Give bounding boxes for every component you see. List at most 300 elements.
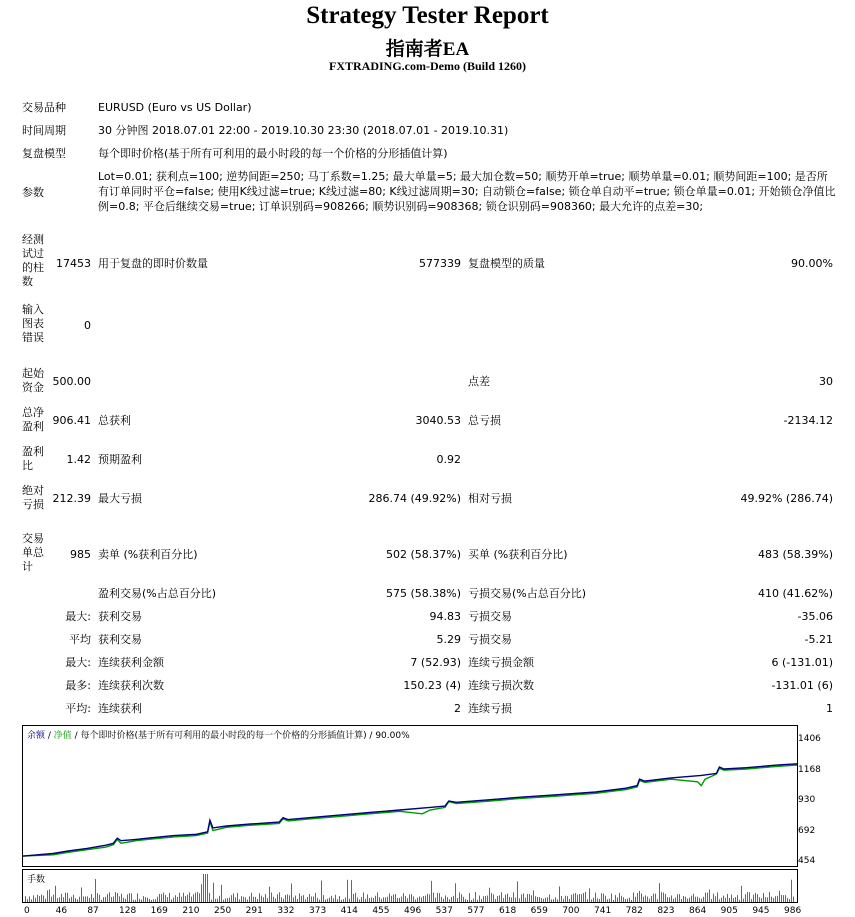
volume-bar: [585, 892, 586, 902]
gross-profit-label: 总获利: [98, 414, 131, 427]
volume-bar: [197, 892, 198, 902]
volume-bar: [327, 899, 328, 902]
period-value: 30 分钟图 2018.07.01 22:00 - 2019.10.30 23:30 (2018.07.01 - 2019.10.31): [98, 124, 509, 137]
volume-bar: [525, 898, 526, 902]
avg-cons-losses-value: 1: [826, 702, 833, 715]
volume-bar: [245, 897, 246, 902]
volume-bar: [87, 896, 88, 902]
legend-rest: / 每个即时价格(基于所有可利用的最小时段的每一个价格的分形插值计算) / 90.00%: [71, 731, 410, 741]
volume-bar: [343, 899, 344, 902]
volume-bar: [481, 899, 482, 902]
volume-bar: [179, 893, 180, 902]
volume-bar: [641, 893, 642, 902]
volume-bar: [37, 895, 38, 902]
volume-bar: [529, 894, 530, 902]
symbol-label: 交易品种: [22, 101, 66, 114]
model-value: 每个即时价格(基于所有可利用的最小时段的每一个价格的分形插值计算): [98, 147, 448, 160]
volume-bar: [717, 892, 718, 902]
params-value: Lot=0.01; 获利点=100; 逆势间距=250; 马丁系数=1.25; 最大单量=5; 最大加仓数=50; 顺势开单=true; 顺势单量=0.01; 顺势间距=100; 是否所有订单同时平仓=false; 使用K线过滤=true; K线过滤=80; K线过滤周期=30; 自动锁仓=false; 锁仓单自动平=true; 锁仓单量=0.01; 开始锁仓净值比例=0.8; 平仓后继续交易=true; 订单识别码=908266; 顺势识别码=908368; 锁仓识别码=908360; 最大允许的点差=30;: [98, 170, 836, 213]
volume-bar: [513, 892, 514, 902]
volume-bar: [487, 895, 488, 902]
volume-bar: [653, 894, 654, 902]
volume-bar: [531, 895, 532, 902]
volume-bar: [625, 899, 626, 902]
x-tick-label: 0: [24, 906, 30, 916]
volume-bar: [771, 897, 772, 902]
cons-wins-value: 7 (52.93): [410, 656, 461, 669]
volume-bar: [685, 897, 686, 902]
volume-bar: [253, 897, 254, 902]
volume-bar: [617, 898, 618, 902]
volume-bar: [145, 897, 146, 902]
volume-bar: [217, 899, 218, 902]
volume-bar: [271, 892, 272, 902]
volume-bar: [301, 896, 302, 902]
volume-bar: [507, 894, 508, 902]
volume-bar: [117, 893, 118, 902]
volume-bar: [181, 897, 182, 902]
volume-bar: [303, 895, 304, 902]
volume-bar: [763, 893, 764, 902]
volume-bar: [767, 897, 768, 902]
volume-bar: [415, 899, 416, 902]
volume-bar: [543, 899, 544, 902]
volume-bar: [133, 900, 134, 902]
volume-bar: [715, 896, 716, 902]
volume-bar: [165, 895, 166, 902]
y-tick-label: 930: [798, 795, 816, 805]
volume-bar: [777, 896, 778, 902]
volume-bar: [113, 896, 114, 902]
volume-bar: [325, 900, 326, 902]
volume-bar: [371, 897, 372, 902]
volume-bar: [53, 895, 54, 902]
volume-bar: [105, 897, 106, 902]
win-trades-label: 盈利交易(%占总百分比): [98, 587, 217, 600]
volume-bar: [477, 900, 478, 902]
volume-bar: [255, 897, 256, 902]
volume-bar: [293, 897, 294, 902]
largest-loss-value: -35.06: [797, 610, 833, 623]
volume-bar: [753, 895, 754, 902]
volume-bar: [279, 892, 280, 902]
volume-bar: [515, 897, 516, 902]
volume-bar: [765, 897, 766, 902]
x-tick-label: 618: [499, 906, 517, 916]
volume-bar: [299, 893, 300, 902]
volume-bar: [261, 896, 262, 902]
errors-label: 输入图表错误: [22, 303, 44, 344]
volume-bar: [369, 898, 370, 902]
volume-bar: [177, 897, 178, 902]
volume-bar: [275, 898, 276, 902]
volume-bar: [519, 898, 520, 902]
avg-win-value: 5.29: [436, 633, 461, 646]
volume-bar: [713, 894, 714, 902]
volume-bar: [25, 896, 26, 902]
volume-bar: [351, 880, 352, 902]
x-tick-label: 782: [625, 906, 643, 916]
server-build: FXTRADING.com-Demo (Build 1260): [329, 59, 526, 73]
volume-bar: [131, 893, 132, 902]
volume-bar: [85, 896, 86, 902]
volume-bar: [557, 899, 558, 902]
volume-bar: [589, 888, 590, 902]
volume-bar: [393, 895, 394, 902]
volume-bar: [747, 892, 748, 902]
volume-bar: [639, 891, 640, 902]
volume-bar: [233, 893, 234, 902]
volume-bar: [31, 899, 32, 902]
volume-bar: [281, 897, 282, 902]
volume-bar: [101, 900, 102, 902]
volume-bar: [541, 898, 542, 902]
volume-bar: [463, 897, 464, 902]
volume-bar: [435, 898, 436, 902]
volume-bar: [523, 893, 524, 902]
volume-bar: [235, 897, 236, 902]
volume-bar: [375, 896, 376, 902]
volume-bar: [613, 900, 614, 902]
volume-bar: [687, 899, 688, 902]
volume-bar: [277, 894, 278, 902]
volume-bar: [345, 898, 346, 902]
volume-bar: [297, 899, 298, 902]
ticks-value: 577339: [419, 257, 461, 270]
volume-bar: [39, 896, 40, 902]
volume-bar: [703, 897, 704, 902]
deposit-value: 500.00: [52, 375, 91, 388]
volume-bar: [691, 896, 692, 902]
volume-bar: [79, 897, 80, 902]
volume-bar: [295, 896, 296, 902]
volume-bar: [489, 888, 490, 902]
volume-bar: [69, 898, 70, 902]
volume-bar: [107, 894, 108, 902]
y-tick-label: 454: [798, 856, 816, 866]
volume-bar: [751, 899, 752, 902]
volume-bar: [205, 874, 206, 902]
volume-bar: [121, 894, 122, 902]
volume-bar: [521, 894, 522, 902]
loss-trades-label: 亏损交易(%占总百分比): [468, 587, 587, 600]
volume-bar: [567, 896, 568, 902]
volume-bar: [381, 899, 382, 902]
volume-bar: [153, 899, 154, 902]
volume-bar: [333, 898, 334, 902]
volume-bar: [671, 895, 672, 902]
avg-cons-losses-label: 连续亏损: [468, 702, 512, 715]
volume-bar: [511, 898, 512, 902]
volume-bar: [433, 893, 434, 902]
equity-line: [23, 765, 797, 856]
volume-bar: [779, 891, 780, 902]
volume-bar: [491, 893, 492, 902]
gross-loss-label: 总亏损: [468, 414, 501, 427]
volume-bar: [191, 897, 192, 902]
volume-bar: [565, 896, 566, 902]
volume-bar: [619, 893, 620, 902]
volume-bar: [137, 893, 138, 902]
volume-bar: [193, 894, 194, 902]
volume-bar: [399, 898, 400, 902]
volume-bar: [499, 895, 500, 902]
volume-bar: [195, 893, 196, 902]
cons-loss-value: -131.01 (6): [771, 679, 833, 692]
volume-bar: [581, 894, 582, 902]
volume-bar: [51, 897, 52, 902]
spread-label: 点差: [468, 375, 490, 388]
volume-bar: [35, 898, 36, 902]
volume-bar: [291, 883, 292, 902]
volume-bar: [67, 893, 68, 902]
volume-bar: [591, 900, 592, 902]
volume-bar: [251, 893, 252, 902]
volume-bar: [339, 896, 340, 902]
volume-bar: [367, 894, 368, 902]
volume-bar: [161, 894, 162, 902]
volume-bar: [185, 896, 186, 902]
volume-bar: [559, 886, 560, 902]
volume-bar: [201, 884, 202, 902]
x-tick-label: 659: [530, 906, 548, 916]
x-tick-label: 823: [657, 906, 675, 916]
volume-bar: [83, 896, 84, 902]
volume-bar: [361, 897, 362, 902]
avg-loss-label: 亏损交易: [468, 633, 512, 646]
volume-bar: [411, 894, 412, 902]
x-tick-label: 864: [689, 906, 707, 916]
rel-drawdown-label: 相对亏损: [468, 492, 512, 505]
volume-bar: [705, 892, 706, 902]
avg-cons-wins-label: 连续获利: [98, 702, 142, 715]
volume-bar: [313, 896, 314, 902]
volume-bar: [627, 899, 628, 902]
net-profit-label: 总净盈利: [22, 406, 44, 433]
volume-bar: [631, 900, 632, 902]
legend-equity: 净值: [53, 731, 72, 741]
volume-bar: [587, 899, 588, 902]
volume-bar: [727, 894, 728, 902]
volume-bar: [735, 897, 736, 902]
volume-bar: [335, 895, 336, 902]
volume-bar: [353, 894, 354, 902]
volume-bar: [97, 893, 98, 902]
volume-bar: [545, 898, 546, 902]
ticks-label: 用于复盘的即时价数量: [98, 257, 208, 270]
volume-bar: [173, 898, 174, 902]
avg-prefix: 平均:: [65, 702, 91, 715]
loss-trades-value: 410 (41.62%): [757, 587, 833, 600]
legend-balance: 余额: [27, 731, 46, 741]
x-tick-label: 986: [784, 906, 802, 916]
volume-bar: [227, 898, 228, 902]
volume-bar: [467, 900, 468, 902]
long-value: 483 (58.39%): [757, 548, 833, 561]
volume-bar: [621, 896, 622, 902]
volume-bar: [417, 898, 418, 902]
volume-bar: [431, 881, 432, 902]
volume-bar: [623, 897, 624, 902]
volume-bar: [49, 889, 50, 902]
volume-bar: [721, 898, 722, 902]
volume-bar: [215, 899, 216, 902]
rel-drawdown-value: 49.92% (286.74): [740, 492, 833, 505]
volume-bar: [479, 895, 480, 902]
params-label: 参数: [22, 186, 44, 199]
cons-profit-label: 连续获利次数: [98, 679, 164, 692]
volume-bar: [321, 881, 322, 902]
volume-bar: [397, 898, 398, 902]
total-trades-value: 985: [70, 548, 91, 561]
volume-bar: [689, 898, 690, 902]
symbol-value: EURUSD (Euro vs US Dollar): [98, 101, 252, 114]
volume-bar: [425, 896, 426, 902]
volume-bar: [141, 900, 142, 902]
volume-bar: [401, 897, 402, 902]
short-label: 卖单 (%获利百分比): [98, 548, 198, 561]
volume-bar: [495, 899, 496, 902]
volume-bar: [257, 899, 258, 902]
volume-bar: [377, 892, 378, 902]
volume-bar: [679, 894, 680, 902]
volume-bar: [283, 899, 284, 902]
volume-bar: [573, 894, 574, 902]
volume-bar: [285, 895, 286, 902]
volume-bar: [229, 898, 230, 902]
volume-bar: [427, 894, 428, 902]
period-label: 时间周期: [22, 124, 66, 137]
volume-bar: [389, 893, 390, 902]
volume-bar: [319, 900, 320, 902]
y-tick-label: 692: [798, 825, 816, 836]
quality-value: 90.00%: [791, 257, 833, 270]
volume-bar: [503, 898, 504, 902]
volume-bar: [583, 893, 584, 902]
largest-win-label: 获利交易: [98, 610, 142, 623]
volume-bar: [663, 893, 664, 902]
volume-bar: [597, 898, 598, 902]
volume-bar: [683, 896, 684, 902]
model-label: 复盘模型: [22, 147, 66, 160]
volume-bar: [455, 883, 456, 902]
volume-bar: [419, 896, 420, 902]
volume-bar: [593, 898, 594, 902]
volume-bar: [711, 899, 712, 902]
volume-bar: [697, 897, 698, 902]
x-tick-label: 700: [562, 906, 580, 916]
win-trades-value: 575 (58.38%): [385, 587, 461, 600]
x-tick-label: 373: [309, 906, 327, 916]
volume-bar: [135, 900, 136, 902]
volume-bar: [579, 894, 580, 902]
volume-bar: [147, 898, 148, 902]
volume-bar: [775, 896, 776, 902]
cons-losses-label: 连续亏损金额: [468, 656, 534, 669]
volume-bar: [661, 892, 662, 902]
volume-bar: [665, 894, 666, 902]
volume-bar: [793, 897, 794, 902]
volume-bar: [669, 897, 670, 902]
volume-bar: [475, 892, 476, 902]
expected-payoff-label: 预期盈利: [98, 453, 142, 466]
profit-factor-label: 盈利比: [22, 445, 44, 472]
volume-bar: [27, 899, 28, 902]
volume-bar: [693, 894, 694, 902]
volume-bar: [719, 899, 720, 902]
volume-bar: [183, 893, 184, 902]
volume-bar: [657, 899, 658, 902]
volume-bar: [103, 897, 104, 902]
volume-bar: [213, 883, 214, 902]
volume-bar: [347, 880, 348, 902]
volume-bar: [549, 895, 550, 902]
volume-bar: [175, 895, 176, 902]
volume-bar: [317, 898, 318, 902]
volume-bar: [309, 894, 310, 902]
volume-bar: [75, 898, 76, 902]
x-tick-label: 250: [214, 906, 232, 916]
long-label: 买单 (%获利百分比): [468, 548, 568, 561]
volume-bar: [535, 896, 536, 902]
report-title: Strategy Tester Report: [306, 2, 549, 29]
volume-bar: [745, 894, 746, 902]
volume-bar: [29, 896, 30, 902]
volume-bar: [429, 894, 430, 902]
volume-bar: [77, 899, 78, 902]
volume-bar: [241, 896, 242, 902]
volume-bar: [109, 892, 110, 902]
volume-bar: [451, 897, 452, 902]
x-tick-label: 414: [340, 906, 358, 916]
volume-bar: [93, 898, 94, 902]
volume-bar: [357, 898, 358, 902]
volume-bar: [167, 897, 168, 902]
volume-bar: [403, 893, 404, 902]
abs-drawdown-label: 绝对亏损: [22, 484, 44, 511]
x-tick-label: 496: [404, 906, 422, 916]
volume-bar: [709, 890, 710, 902]
volume-bar: [773, 898, 774, 902]
max-drawdown-value: 286.74 (49.92%): [368, 492, 461, 505]
volume-bar: [439, 893, 440, 902]
balance-chart-svg: [23, 726, 797, 866]
volume-bar: [725, 898, 726, 902]
balance-line: [23, 764, 797, 856]
volume-bar: [289, 895, 290, 902]
volume-bar: [667, 897, 668, 902]
avg-win-label: 获利交易: [98, 633, 142, 646]
volume-bar: [643, 897, 644, 902]
volume-bar: [249, 896, 250, 902]
avg-cons-wins-value: 2: [454, 702, 461, 715]
volume-bar: [633, 892, 634, 902]
x-tick-label: 46: [55, 906, 68, 916]
volume-bar: [95, 879, 96, 902]
volume-bar: [645, 895, 646, 902]
volume-bar: [391, 896, 392, 902]
bars-value: 17453: [56, 257, 91, 270]
volume-bar: [219, 896, 220, 902]
volume-bar: [143, 896, 144, 902]
volume-bar: [647, 897, 648, 902]
volume-bar: [517, 881, 518, 902]
volume-bar: [749, 892, 750, 902]
volume-bar: [755, 893, 756, 902]
y-tick-label: 1168: [798, 764, 821, 775]
volume-bar: [733, 898, 734, 902]
volume-bar: [329, 898, 330, 902]
